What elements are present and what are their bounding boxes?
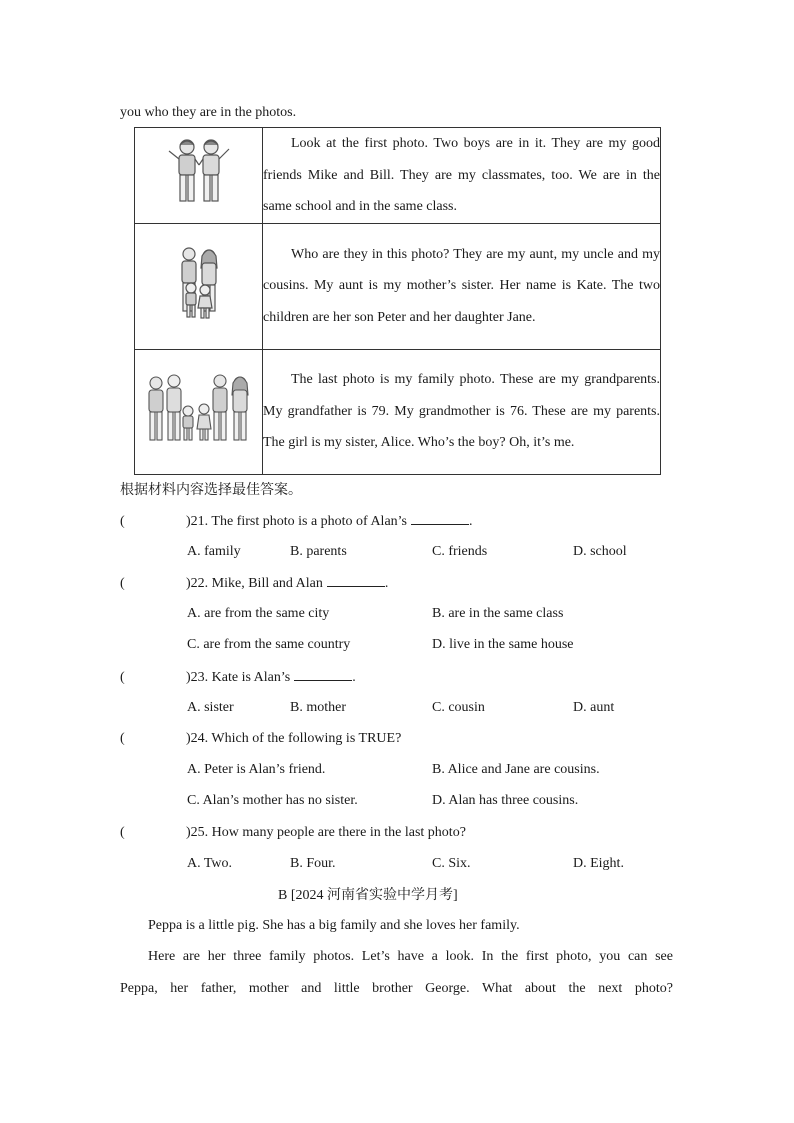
question-23-text: )23. Kate is Alan’s xyxy=(186,670,291,685)
question-21-text: )21. The first photo is a photo of Alan’s xyxy=(186,514,407,529)
instruction-text: 根据材料内容选择最佳答案。 xyxy=(120,482,302,498)
option-24-a[interactable]: A. Peter is Alan’s friend. xyxy=(187,762,326,777)
photo-table xyxy=(134,127,661,475)
answer-paren[interactable]: ( xyxy=(120,731,125,746)
photo-row-1 xyxy=(135,128,661,224)
answer-paren[interactable]: ( xyxy=(120,514,125,529)
photo-text-3: The last photo is my family photo. These are my grandparents. My grandfather is 79. My grandmother is 76. These are my parents. The girl is my sister, Alice. Who’s the boy? Oh, it’s me. xyxy=(263,349,661,474)
question-25 xyxy=(120,824,466,842)
answer-paren[interactable]: ( xyxy=(120,576,125,591)
photo-row-2 xyxy=(135,223,661,349)
answer-paren[interactable]: ( xyxy=(120,825,125,840)
passage-b-paragraph-2-line-2: Peppa, her father, mother and little brother George. What about the next photo? xyxy=(120,981,673,996)
intro-line: you who they are in the photos. xyxy=(120,105,297,120)
option-24-b[interactable]: B. Alice and Jane are cousins. xyxy=(432,762,600,777)
option-21-d[interactable]: D. school xyxy=(573,544,627,559)
two-boys-icon xyxy=(159,135,239,211)
option-22-d[interactable]: D. live in the same house xyxy=(432,637,574,652)
option-25-a[interactable]: A. Two. xyxy=(187,856,233,871)
photo-cell-3 xyxy=(135,349,263,474)
option-23-d[interactable]: D. aunt xyxy=(573,700,615,715)
option-24-d[interactable]: D. Alan has three cousins. xyxy=(432,793,579,808)
question-21: ( )21. The first photo is a photo of Alan’s . xyxy=(120,514,473,529)
option-21-b[interactable]: B. parents xyxy=(290,544,347,559)
question-23: ( )23. Kate is Alan’s . xyxy=(120,670,356,685)
passage-b-paragraph-2-line-1: Here are her three family photos. Let’s have a look. In the first photo, you can see xyxy=(148,949,673,964)
option-22-c[interactable]: C. are from the same country xyxy=(187,637,351,652)
question-25-text: )25. How many people are there in the last photo? xyxy=(186,825,466,840)
answer-blank xyxy=(411,512,469,525)
family-icon xyxy=(144,371,254,447)
question-22-text: )22. Mike, Bill and Alan xyxy=(186,576,323,591)
photo-text-2: Who are they in this photo? They are my aunt, my uncle and my cousins. My aunt is my mother’s sister. Her name is Kate. The two children are her son Peter and her daughter Jane. xyxy=(263,223,661,349)
photo-cell-1 xyxy=(135,128,263,224)
option-23-c[interactable]: C. cousin xyxy=(432,700,485,715)
option-21-a[interactable]: A. family xyxy=(187,544,241,559)
passage-b-paragraph-1: Peppa is a little pig. She has a big family and she loves her family. xyxy=(148,918,520,933)
question-22: ( )22. Mike, Bill and Alan . xyxy=(120,576,389,591)
answer-blank xyxy=(294,668,352,681)
option-23-a[interactable]: A. sister xyxy=(187,700,234,715)
answer-paren[interactable]: ( xyxy=(120,670,125,685)
question-24 xyxy=(120,730,401,748)
question-24-text: )24. Which of the following is TRUE? xyxy=(186,731,402,746)
option-22-b[interactable]: B. are in the same class xyxy=(432,606,564,621)
option-21-c[interactable]: C. friends xyxy=(432,544,488,559)
option-23-b[interactable]: B. mother xyxy=(290,700,346,715)
photo-row-3 xyxy=(135,349,661,474)
section-b-heading: B [2024 河南省实验中学月考] xyxy=(278,888,458,903)
option-25-b[interactable]: B. Four. xyxy=(290,856,336,871)
option-24-c[interactable]: C. Alan’s mother has no sister. xyxy=(187,793,358,808)
option-25-c[interactable]: C. Six. xyxy=(432,856,471,871)
aunt-uncle-cousins-icon xyxy=(169,244,229,324)
photo-text-1: Look at the first photo. Two boys are in it. They are my good friends Mike and Bill. They are my classmates, too. We are in the same school and in the same class. xyxy=(263,128,661,224)
option-25-d[interactable]: D. Eight. xyxy=(573,856,624,871)
answer-blank xyxy=(327,574,385,587)
photo-cell-2 xyxy=(135,223,263,349)
option-22-a[interactable]: A. are from the same city xyxy=(187,606,330,621)
